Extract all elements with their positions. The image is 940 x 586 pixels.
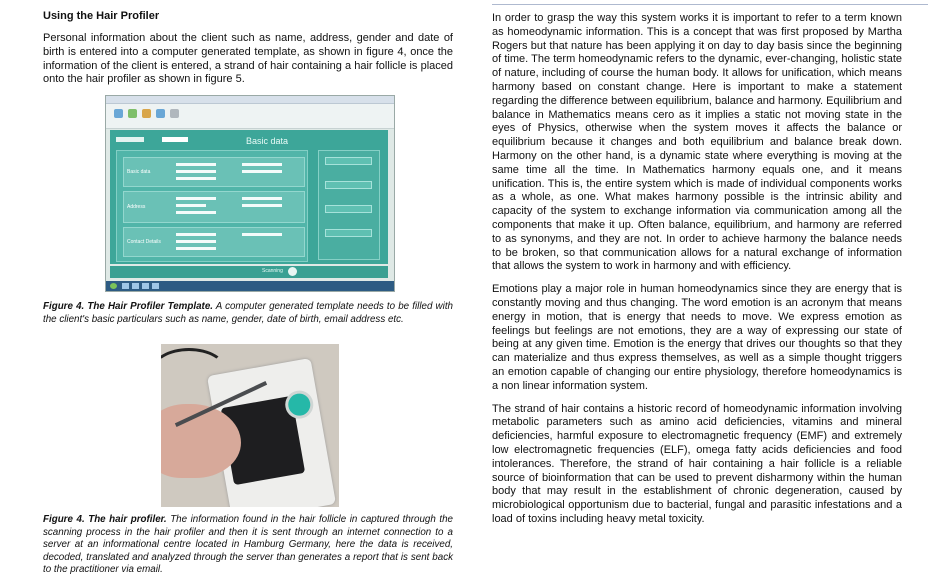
toolbar-icon [156, 109, 165, 118]
side-button [325, 229, 372, 237]
form-title: Basic data [246, 136, 289, 146]
scanning-label: Scanning [262, 268, 283, 274]
side-button [325, 181, 372, 189]
section-heading: Using the Hair Profiler [43, 10, 160, 22]
taskbar-icon [142, 283, 149, 289]
right-column [492, 12, 902, 536]
figure-caption-text: The information found in the hair follicle in captured through the scanning process in the hair profiler and then it is sent through an internet connection to a server at an informational centre located in Hamburg Germany, here the data is received, decoded, translated and analyzed through the server than generates a report that is sent back to the practitioner via email. [43, 514, 453, 576]
toolbar-icon [114, 109, 123, 118]
figure-caption-title: Figure 4. The Hair Profiler Template. [43, 301, 213, 312]
form-footer [110, 266, 388, 278]
navigation-panel [318, 150, 380, 260]
section-label: Contact Details [127, 239, 161, 245]
window-titlebar [106, 96, 394, 104]
section-label: Basic data [127, 169, 151, 175]
figure-caption [43, 301, 453, 326]
left-column [43, 10, 453, 87]
paragraph-homeodynamics: In order to grasp the way this system works it is important to refer to a term known as homeodynamic information. This is a concept that was first proposed by Martha Rogers but that nature has been applying it on day to day basis since the beginning of time. The term homeodynamic refers to the dynamic, ever-changing, holistic state of nature, including of course the human body. It allows for unification, which means harmony based on constant change. Here is important to make a statement regarding the difference between equilibrium, balance and harmony. Equilibrium and balance in Mathematics means cero as it implies a static not moving state in the eyes of Physics, otherwise when the system moves it affects the balance or equilibrium because it changes and both equilibrium and balance break down. Harmony on the other hand, is a dynamic state where everything is moving at the same time all the time. In Mathematics harmony equals one, and it means unification. This is, the entire system which is made of individual components works as a whole, as one. What makes harmony possible is the intrinsic ability and capacity of the system to exchange information via communication among all the components that make it up. Often balance, equilibrium, and harmony are referred to as synonyms, and they are not. In order to achieve harmony the balance needs to be broken, so that communication allows for a natural exchange of information that allows the system to work in harmony and with efficiency. [492, 12, 902, 273]
play-icon [288, 267, 297, 276]
side-button [325, 205, 372, 213]
address-section [123, 191, 305, 223]
hair-profiler-template-screenshot [105, 95, 395, 292]
figure-caption [43, 514, 453, 577]
search-field [116, 137, 144, 142]
toolbar-icon [170, 109, 179, 118]
basic-data-form [110, 130, 388, 264]
paragraph-hair-strand: The strand of hair contains a historic record of homeodynamic information involving metabolic parameters such as amino acid deficiencies, vitamins and mineral deficiencies, harmful exposure to electromagnetic frequency (EMF) and extremely low electromagnetic frequencies (ELF), omega fatty acids deficiencies and food intolerances. Therefore, the strand of hair containing a hair follicle is a reliable source of bioinformation that can be used to prevent disharmony within the human body that may result in the establishment of chronic degeneration, caused by microbiological opportunism due to bacterial, fungal and parasitic infestations and a load of toxins including heavy metal toxicity. [492, 402, 902, 525]
contact-section [123, 227, 305, 257]
paragraph-emotions: Emotions play a major role in human homeodynamics since they are energy that is constantly moving and thus changing. The word emotion is an acronym that means energy in motion, that is energy that needs to move. We express emotion as feelings but feelings are not emotions, they are a way of expressing our state of being at any given time. Emotion is the energy that drives our thoughts so that they can materialize and thus express themselves, as well as a simple thought triggers an emotion capable of changing our entire physiology, therefore homeodynamics is a non linear information system. [492, 283, 902, 392]
intro-paragraph: Personal information about the client such as name, address, gender and date of birth is entered into a computer generated template, as shown in figure 4, once the information of the client is entered, a strand of hair containing a hair follicle is placed onto the hair profiler as shown in figure 5. [43, 32, 453, 86]
top-rule [492, 4, 928, 5]
toolbar-icon [142, 109, 151, 118]
taskbar-icon [132, 283, 139, 289]
start-icon [110, 283, 117, 289]
client-select [162, 137, 188, 142]
toolbar-icon [128, 109, 137, 118]
windows-taskbar [106, 281, 394, 291]
figure-caption-title: Figure 4. The hair profiler. [43, 514, 167, 525]
taskbar-icon [152, 283, 159, 289]
basic-data-section [123, 157, 305, 187]
ribbon-toolbar [106, 104, 394, 129]
side-button [325, 157, 372, 165]
section-label: Address [127, 204, 146, 210]
hair-profiler-photo [161, 344, 339, 507]
taskbar-icon [122, 283, 129, 289]
form-panel [116, 150, 308, 262]
figure-caption-text: A computer generated template needs to be filled with the client's basic particulars such as name, gender, date of birth, email address etc. [43, 301, 453, 325]
